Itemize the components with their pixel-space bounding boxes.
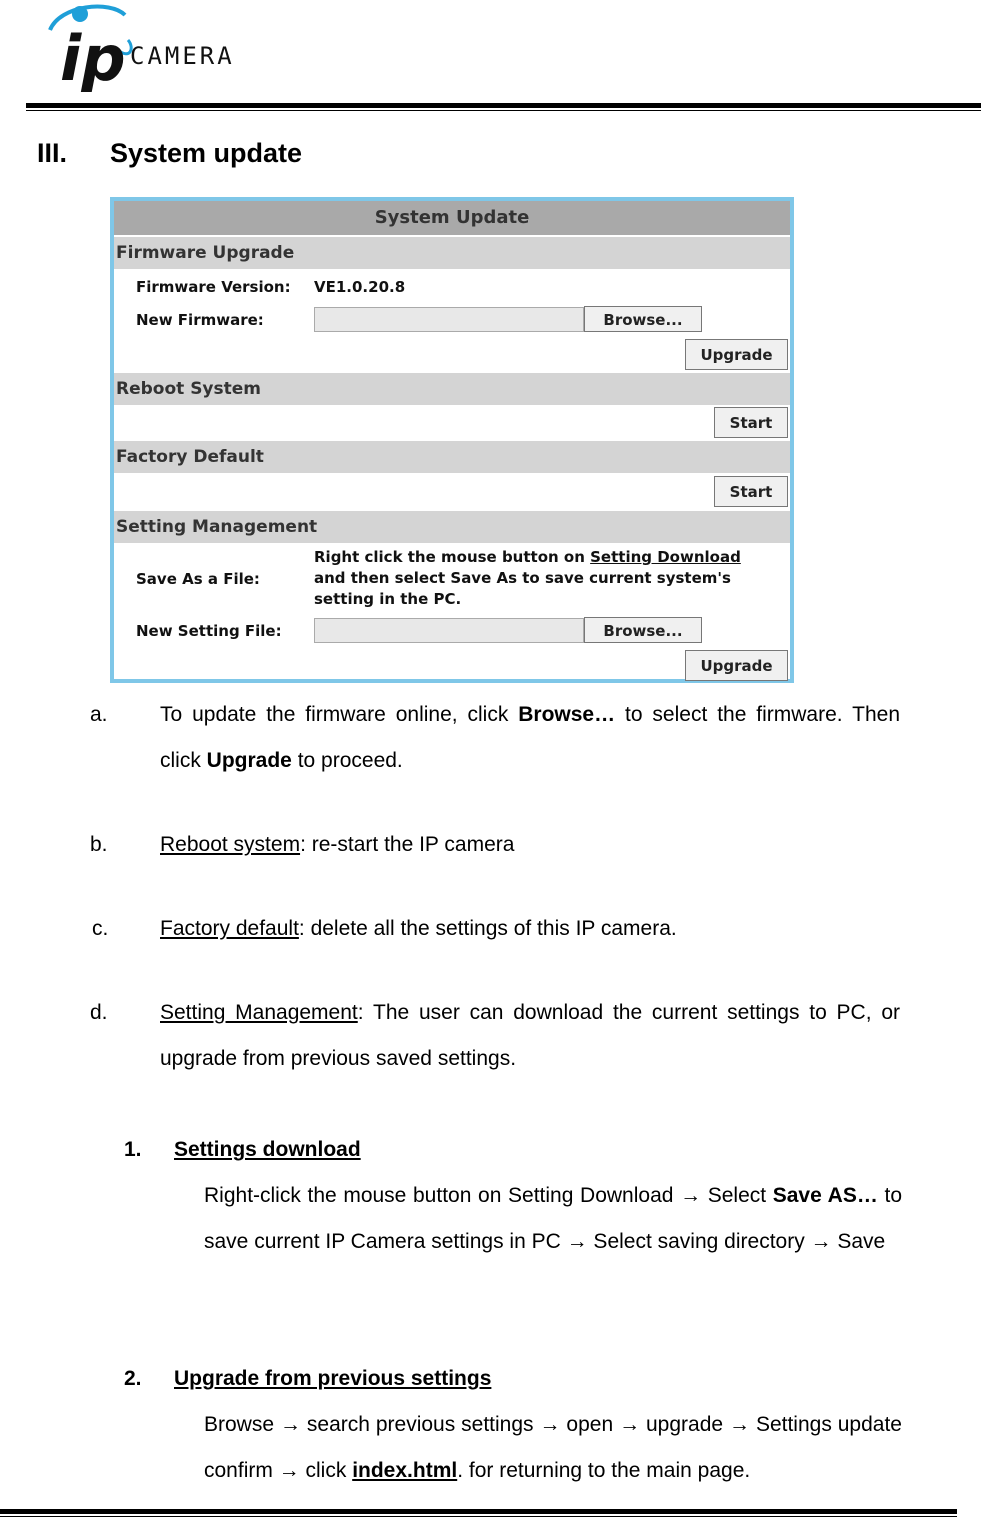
save-as-note: Right click the mouse button on Setting Download and then select Save As to save current system's setting in the PC. <box>314 548 741 608</box>
item-c-marker: c. <box>92 917 109 940</box>
firmware-upgrade-button[interactable]: Upgrade <box>685 339 788 370</box>
factory-start-button[interactable]: Start <box>714 476 788 507</box>
item-a-text: To update the firmware online, click Browse… to select the firmware. Then click Upgrade to proceed. <box>160 703 901 772</box>
top-rule-thin <box>26 110 981 111</box>
new-firmware-label: New Firmware: <box>136 311 264 329</box>
step-2-body <box>204 1402 902 1494</box>
logo-mark: ip <box>60 22 126 92</box>
index-html-link[interactable]: index.html <box>352 1459 458 1482</box>
item-c <box>92 906 902 952</box>
logo-dot <box>72 6 88 22</box>
item-c-text: Factory default: delete all the settings of this IP camera. <box>160 917 677 940</box>
step-1-number: 1. <box>124 1138 142 1161</box>
item-d <box>90 990 902 1082</box>
new-setting-file-label: New Setting File: <box>136 622 282 640</box>
item-b-marker: b. <box>90 833 108 856</box>
step-1-title: Settings download <box>174 1138 361 1161</box>
step-2-number: 2. <box>124 1367 142 1390</box>
setting-management-header: Setting Management <box>114 511 790 543</box>
section-title: System update <box>110 138 303 168</box>
save-as-file-label: Save As a File: <box>136 570 260 588</box>
step-2-title: Upgrade from previous settings <box>174 1367 492 1390</box>
setting-browse-button[interactable]: Browse... <box>584 617 702 643</box>
firmware-version-label: Firmware Version: <box>136 278 291 296</box>
panel-title: System Update <box>114 201 790 235</box>
system-update-panel <box>110 197 794 683</box>
reboot-start-button[interactable]: Start <box>714 407 788 438</box>
bottom-rule <box>0 1509 957 1514</box>
factory-default-header: Factory Default <box>114 441 790 473</box>
bottom-rule-thin <box>0 1516 957 1517</box>
new-setting-file-input[interactable] <box>314 618 584 643</box>
setting-download-link[interactable]: Setting Download <box>590 548 741 566</box>
logo-brand: CAMERA <box>130 42 235 70</box>
setting-upgrade-button[interactable]: Upgrade <box>685 650 788 681</box>
item-b-text: Reboot system: re-start the IP camera <box>160 833 515 856</box>
firmware-version-value: VE1.0.20.8 <box>314 278 406 296</box>
step-1-heading <box>124 1127 902 1173</box>
step-2-text: Browse → search previous settings → open → upgrade → Settings update confirm → click index.html. for returning to the main page. <box>204 1413 902 1482</box>
item-a-marker: a. <box>90 703 108 726</box>
item-d-text: Setting Management: The user can download the current settings to PC, or upgrade from previous saved settings. <box>160 1001 900 1070</box>
ip-camera-logo <box>40 0 320 92</box>
firmware-upgrade-header: Firmware Upgrade <box>114 237 790 269</box>
reboot-system-header: Reboot System <box>114 373 790 405</box>
firmware-browse-button[interactable]: Browse... <box>584 306 702 332</box>
step-2-heading <box>124 1356 902 1402</box>
step-1-text: Right-click the mouse button on Setting Download → Select Save AS… to save current IP Camera settings in PC → Select saving directory → Save <box>204 1184 903 1253</box>
top-rule <box>26 103 981 108</box>
item-b <box>90 822 902 868</box>
new-firmware-input[interactable] <box>314 307 584 332</box>
item-d-marker: d. <box>90 1001 108 1024</box>
step-1-body <box>204 1173 902 1311</box>
section-number: III. <box>37 138 68 168</box>
item-a <box>90 692 902 784</box>
